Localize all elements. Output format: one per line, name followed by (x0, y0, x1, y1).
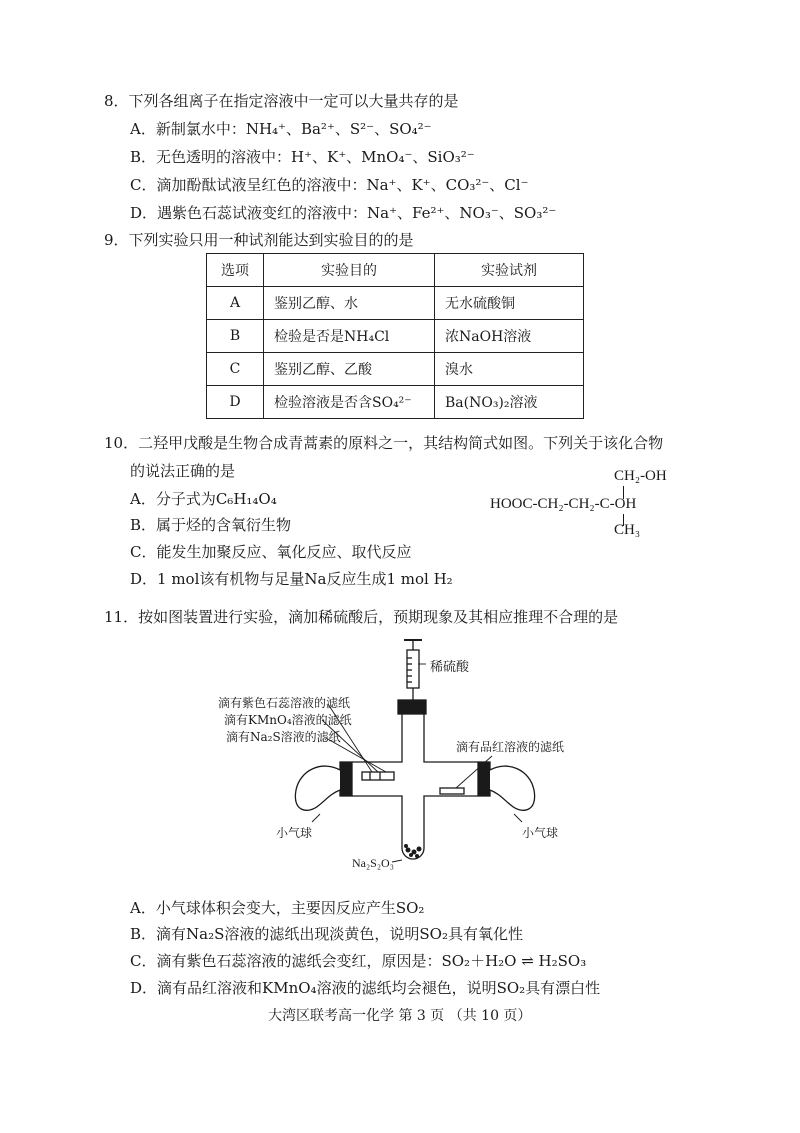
syringe (404, 640, 422, 700)
q8-option-a: A．新制氯水中：NH₄⁺、Ba²⁺、S²⁻、SO₄²⁻ (130, 120, 432, 138)
formula-main-chain: HOOC-CH₂-CH₂-C-OH (490, 496, 637, 512)
q10-option-b: B．属于烃的含氧衍生物 (130, 516, 292, 534)
table-cell: 鉴别乙醇、水 (264, 287, 435, 320)
q9-stem: 9．下列实验只用一种试剂能达到实验目的的是 (104, 231, 414, 249)
table-cell: Ba(NO₃)₂溶液 (435, 386, 584, 419)
table-cell: 无水硫酸铜 (435, 287, 584, 320)
q11-stem: 11．按如图装置进行实验，滴加稀硫酸后，预期现象及其相应推理不合理的是 (104, 608, 619, 626)
formula-bottom-group: CH₃ (614, 522, 641, 538)
label-balloon-left: 小气球 (276, 826, 313, 840)
table-cell: 浓NaOH溶液 (435, 320, 584, 353)
top-stopper (398, 700, 426, 714)
q10-stem-line1: 10．二羟甲戊酸是生物合成青蒿素的原料之一，其结构简式如图。下列关于该化合物 (104, 434, 664, 452)
table-cell: D (207, 386, 264, 419)
filter-paper-left (362, 772, 394, 780)
q11-option-a: A．小气球体积会变大，主要因反应产生SO₂ (130, 899, 425, 917)
q8-option-d: D．遇紫色石蕊试液变红的溶液中：Na⁺、Fe²⁺、NO₃⁻、SO₃²⁻ (130, 204, 557, 222)
q8-stem: 8．下列各组离子在指定溶液中一定可以大量共存的是 (104, 92, 459, 110)
q11-option-d: D．滴有品红溶液和KMnO₄溶液的滤纸均会褪色，说明SO₂具有漂白性 (130, 979, 601, 997)
q10-option-a: A．分子式为C₆H₁₄O₄ (130, 490, 277, 508)
label-litmus-paper: 滴有紫色石蕊溶液的滤纸 (218, 696, 351, 710)
table-cell: C (207, 353, 264, 386)
label-fuchsin-paper: 滴有品红溶液的滤纸 (456, 740, 565, 754)
label-reagent: Na₂S₂O₃ (352, 856, 394, 870)
left-balloon (295, 766, 340, 810)
table-header-cell: 选项 (207, 254, 264, 287)
label-na2s-paper: 滴有Na₂S溶液的滤纸 (226, 730, 341, 744)
q10-option-d: D．1 mol该有机物与足量Na反应生成1 mol H₂ (130, 570, 453, 588)
table-header-cell: 实验目的 (264, 254, 435, 287)
page-footer: 大湾区联考高一化学 第 3 页 （共 10 页） (268, 1008, 532, 1024)
table-cell: 检验是否是NH₄Cl (264, 320, 435, 353)
q8-option-c: C．滴加酚酞试液呈红色的溶液中：Na⁺、K⁺、CO₃²⁻、Cl⁻ (130, 176, 529, 194)
q10-option-c: C．能发生加聚反应、氧化反应、取代反应 (130, 543, 412, 561)
table-cell: 溴水 (435, 353, 584, 386)
table-cell: B (207, 320, 264, 353)
q8-option-b: B．无色透明的溶液中：H⁺、K⁺、MnO₄⁻、SiO₃²⁻ (130, 148, 475, 166)
table-cell: 鉴别乙醇、乙酸 (264, 353, 435, 386)
label-kmno4-paper: 滴有KMnO₄溶液的滤纸 (224, 713, 352, 727)
right-balloon (490, 766, 535, 810)
solid-reagent (404, 844, 422, 858)
table-cell: A (207, 287, 264, 320)
q10-stem-line2: 的说法正确的是 (130, 462, 236, 480)
label-balloon-right: 小气球 (522, 826, 559, 840)
q11-option-c: C．滴有紫色石蕊溶液的滤纸会变红，原因是：SO₂＋H₂O ⇌ H₂SO₃ (130, 952, 587, 970)
table-header-cell: 实验试剂 (435, 254, 584, 287)
left-stopper (340, 762, 352, 796)
label-acid: 稀硫酸 (430, 660, 470, 675)
filter-paper-right (440, 788, 464, 794)
table-cell: 检验溶液是否含SO₄²⁻ (264, 386, 435, 419)
cross-tube (352, 714, 478, 859)
formula-top-group: CH₂-OH (614, 468, 667, 484)
q11-option-b: B．滴有Na₂S溶液的滤纸出现淡黄色，说明SO₂具有氧化性 (130, 925, 523, 943)
